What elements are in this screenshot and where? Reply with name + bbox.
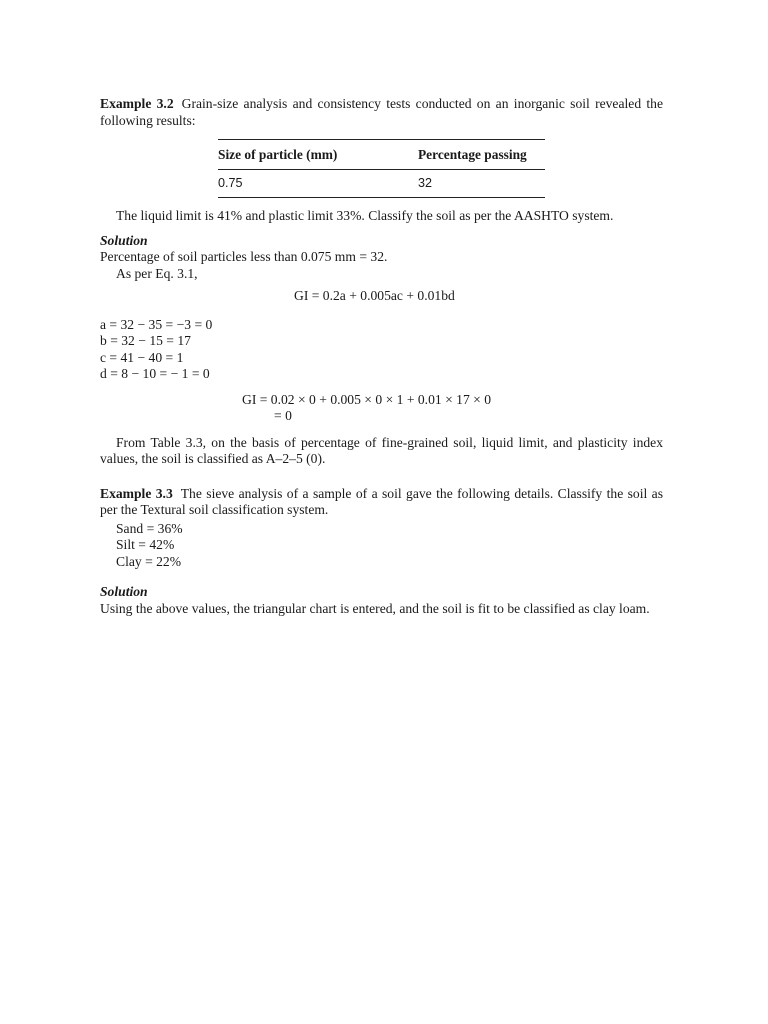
example-3-2-intro [100,96,663,129]
gi-calculation [242,392,663,425]
example-3-2-text: Grain-size analysis and consistency tests conducted on an inorganic soil revealed the following results: [100,96,663,128]
table-row [218,170,545,198]
table-cell-size: 0.75 [218,176,243,191]
gi-calc-line-1: GI = 0.02 × 0 + 0.005 × 0 × 1 + 0.01 × 17 × 0 [242,391,491,407]
variable-b: b = 32 − 15 = 17 [100,333,191,348]
variable-d: d = 8 − 10 = − 1 = 0 [100,366,210,381]
example-3-2-label: Example 3.2 [100,96,174,111]
as-per-eq: As per Eq. 3.1, [116,265,198,281]
example-3-3-text: The sieve analysis of a sample of a soil gave the following details. Classify the soil as per the Textural soil classification system. [100,485,663,517]
list-item-clay: Clay = 22% [116,553,182,569]
solution-text-3-3: Using the above values, the triangular chart is entered, and the soil is fit to be classified as clay loam. [100,600,650,616]
soil-composition-list [100,521,663,571]
solution-label-3-3: Solution [100,584,148,599]
particle-size-table [218,139,545,198]
list-item-silt: Silt = 42% [116,537,175,552]
variable-list [100,317,663,383]
table-cell-percentage: 32 [418,176,433,191]
variable-c: c = 41 − 40 = 1 [100,349,184,365]
liquid-limit-text: The liquid limit is 41% and plastic limit 33%. Classify the soil as per the AASHTO system. [116,208,614,223]
gi-equation: GI = 0.2a + 0.005ac + 0.01bd [294,288,455,303]
table-header-size: Size of particle (mm) [218,147,338,163]
gi-calc-line-2: = 0 [274,408,292,423]
list-item-sand: Sand = 36% [116,520,183,536]
variable-a: a = 32 − 35 = −3 = 0 [100,316,213,332]
table-header-percentage: Percentage passing [418,147,527,163]
table-header-row [218,140,545,170]
conclusion-3-2: From Table 3.3, on the basis of percentage of fine-grained soil, liquid limit, and plasticity index values, the soil is classified as A–2–5 (0). [100,434,663,466]
example-3-3-intro [100,486,663,519]
example-3-3-label: Example 3.3 [100,485,173,501]
solution-label-3-2: Solution [100,232,148,248]
document-page [100,96,663,617]
percentage-line: Percentage of soil particles less than 0.075 mm = 32. [100,249,388,264]
